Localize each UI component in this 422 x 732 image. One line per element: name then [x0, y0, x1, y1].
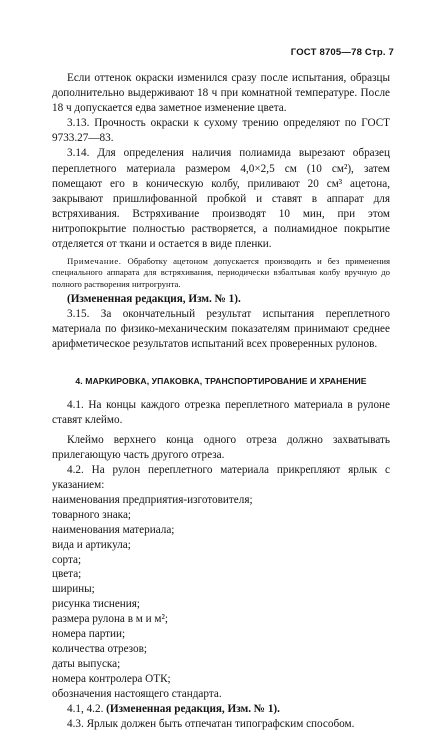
list-item: ширины; [52, 583, 95, 596]
paragraph-4-1-brand: Клеймо верхнего конца одного отреза должно захватывать прилегающую часть другого отреза. [52, 433, 390, 461]
list-item: цвета; [52, 568, 82, 581]
note [52, 256, 390, 290]
list-item: наименования предприятия-изготовителя; [52, 493, 253, 506]
list-item: рисунка тиснения; [52, 598, 141, 611]
page-body [52, 71, 390, 732]
revision-clauses: 4.1, 4.2. [67, 702, 107, 715]
revision-note-2 [52, 702, 390, 717]
list-item: наименования материала; [52, 523, 175, 536]
paragraph-3-15: 3.15. За окончательный результат испытания переплетного материала по физико-механическим показателям принимают среднее арифметическое результатов испытаний всех проверенных рулонов. [52, 308, 390, 351]
revision-note-1: (Измененная редакция, Изм. № 1). [67, 293, 241, 306]
list-item: даты выпуска; [52, 657, 121, 670]
list-item: номера контролера ОТК; [52, 672, 171, 685]
paragraph-color-shade: Если оттенок окраски изменился сразу после испытания, образцы дополнительно выдерживают 18 ч при комнатной температуре. После 18 ч допускается едва заметное изменение цвета. [52, 72, 390, 115]
list-item: вида и артикула; [52, 538, 131, 551]
revision-note-2-text: (Измененная редакция, Изм. № 1). [106, 702, 280, 715]
paragraph-3-13: 3.13. Прочность окраски к сухому трению определяют по ГОСТ 9733.27—83. [52, 117, 390, 145]
note-text: Обработку ацетоном допускается производить и без применения специального аппарата для встряхивания, периодически взбалтывая колбу вручную до полного растворения нитрогрунта. [52, 256, 390, 289]
list-item: количества отрезов; [52, 643, 148, 656]
paragraph-4-3: 4.3. Ярлык должен быть отпечатан типографским способом. [67, 717, 355, 730]
label-contents-list [52, 493, 390, 702]
paragraph-4-1: 4.1. На концы каждого отрезка переплетного материала в рулоне ставят клеймо. [52, 399, 390, 427]
paragraph-3-14: 3.14. Для определения наличия полиамида вырезают образец переплетного материала размером 4,0×2,5 см (10 см²), затем помещают его в коническую колбу, приливают 20 см³ ацетона, закрывают пришлифованной пробкой и ставят в аппарат для встряхивания. Встряхивание производят 10 мин, при этом нитропокрытие полностью растворяется, а полиамидное покрытие отделяется от ткани и остается в виде пленки. [52, 147, 390, 251]
list-item: обозначения настоящего стандарта. [52, 687, 222, 700]
section-title-4: 4. МАРКИРОВКА, УПАКОВКА, ТРАНСПОРТИРОВАНИЕ И ХРАНЕНИЕ [75, 376, 367, 387]
list-item: номера партии; [52, 628, 126, 641]
note-label: Примечание. [67, 256, 122, 267]
list-item: сорта; [52, 553, 82, 566]
paragraph-4-2: 4.2. На рулон переплетного материала прикрепляют ярлык с указанием: [52, 463, 390, 491]
list-item: товарного знака; [52, 508, 132, 521]
list-item: размера рулона в м и м²; [52, 613, 168, 626]
page-header: ГОСТ 8705—78 Стр. 7 [290, 47, 394, 58]
